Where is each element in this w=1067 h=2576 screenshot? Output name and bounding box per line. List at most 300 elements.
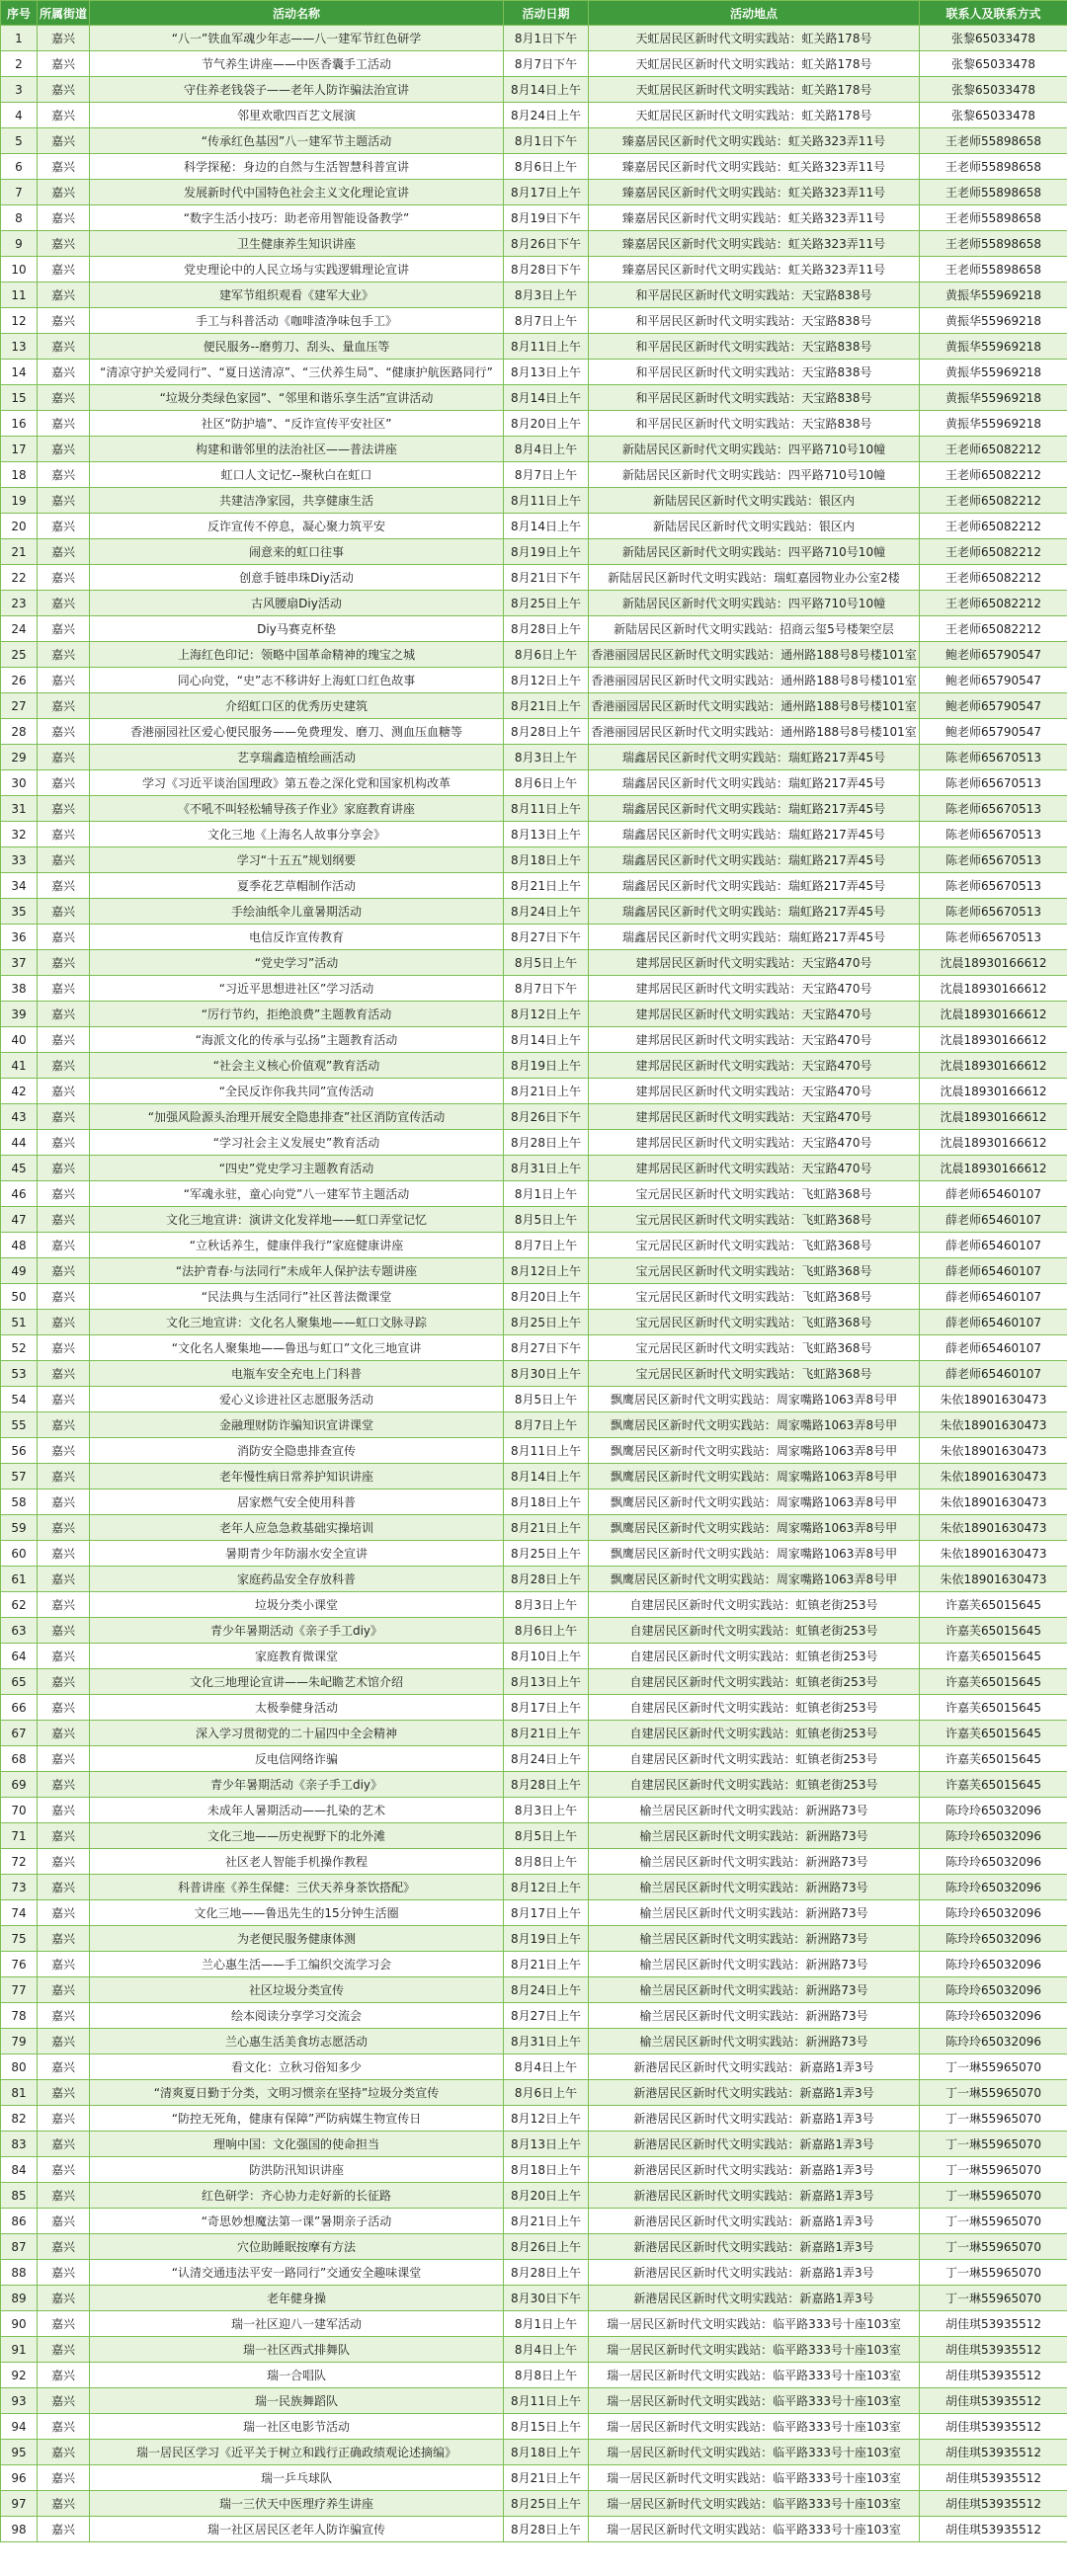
cell-contact: 胡佳琪53935512 xyxy=(920,2440,1067,2465)
cell-index: 33 xyxy=(1,847,38,873)
cell-contact: 王老师65082212 xyxy=(920,591,1067,616)
table-row xyxy=(1,2234,1067,2260)
cell-index: 31 xyxy=(1,796,38,822)
cell-activity-name: 发展新时代中国特色社会主义文化理论宣讲 xyxy=(90,180,504,205)
cell-activity-date: 8月12日上午 xyxy=(504,1258,589,1284)
cell-activity-location: 天虹居民区新时代文明实践站：虹关路178号 xyxy=(589,51,920,77)
cell-index: 41 xyxy=(1,1053,38,1079)
table-row xyxy=(1,1104,1067,1130)
table-row xyxy=(1,2440,1067,2465)
cell-contact: 黄振华55969218 xyxy=(920,308,1067,334)
cell-street: 嘉兴 xyxy=(38,1387,90,1412)
cell-activity-location: 和平居民区新时代文明实践站：天宝路838号 xyxy=(589,411,920,437)
cell-activity-name: “垃圾分类绿色家园”、“邻里和谐乐享生活”宣讲活动 xyxy=(90,385,504,411)
cell-activity-location: 宝元居民区新时代文明实践站：飞虹路368号 xyxy=(589,1284,920,1310)
cell-activity-name: 便民服务--磨剪刀、刮头、量血压等 xyxy=(90,334,504,360)
cell-activity-date: 8月25日上午 xyxy=(504,591,589,616)
cell-activity-location: 飘鹰居民区新时代文明实践站：周家嘴路1063弄8号甲 xyxy=(589,1412,920,1438)
cell-activity-name: “传承红色基因”八一建军节主题活动 xyxy=(90,128,504,154)
cell-activity-name: 香港丽园社区爱心便民服务——免费理发、磨刀、测血压血糖等 xyxy=(90,719,504,745)
cell-activity-date: 8月21日上午 xyxy=(504,873,589,899)
cell-activity-name: 瑞一社区西式排舞队 xyxy=(90,2337,504,2363)
table-row xyxy=(1,1258,1067,1284)
cell-street: 嘉兴 xyxy=(38,796,90,822)
cell-activity-location: 和平居民区新时代文明实践站：天宝路838号 xyxy=(589,282,920,308)
cell-activity-date: 8月21日下午 xyxy=(504,565,589,591)
cell-index: 74 xyxy=(1,1900,38,1926)
cell-street: 嘉兴 xyxy=(38,1079,90,1104)
cell-activity-date: 8月7日上午 xyxy=(504,1233,589,1258)
cell-activity-location: 香港丽园居民区新时代文明实践站：通州路188号8号楼101室 xyxy=(589,668,920,693)
table-row xyxy=(1,1669,1067,1695)
cell-activity-date: 8月7日上午 xyxy=(504,308,589,334)
cell-contact: 沈晨18930166612 xyxy=(920,950,1067,976)
cell-contact: 陈老师65670513 xyxy=(920,847,1067,873)
table-row xyxy=(1,899,1067,925)
table-row xyxy=(1,462,1067,488)
cell-activity-date: 8月18日上午 xyxy=(504,2440,589,2465)
table-row xyxy=(1,1335,1067,1361)
cell-activity-location: 臻嘉居民区新时代文明实践站：虹关路323弄11号 xyxy=(589,180,920,205)
cell-street: 嘉兴 xyxy=(38,1361,90,1387)
cell-street: 嘉兴 xyxy=(38,360,90,385)
cell-activity-name: “八一”铁血军魂少年志——八一建军节红色研学 xyxy=(90,26,504,51)
cell-activity-location: 臻嘉居民区新时代文明实践站：虹关路323弄11号 xyxy=(589,257,920,282)
cell-contact: 胡佳琪53935512 xyxy=(920,2337,1067,2363)
table-row xyxy=(1,1079,1067,1104)
cell-street: 嘉兴 xyxy=(38,950,90,976)
cell-activity-location: 新陆居民区新时代文明实践站：四平路710号10幢 xyxy=(589,539,920,565)
cell-activity-date: 8月4日上午 xyxy=(504,2337,589,2363)
cell-contact: 胡佳琪53935512 xyxy=(920,2465,1067,2491)
cell-index: 79 xyxy=(1,2029,38,2054)
cell-activity-name: 老年健身操 xyxy=(90,2286,504,2311)
cell-index: 59 xyxy=(1,1515,38,1541)
cell-index: 60 xyxy=(1,1541,38,1567)
cell-activity-date: 8月12日上午 xyxy=(504,2106,589,2132)
cell-street: 嘉兴 xyxy=(38,539,90,565)
cell-activity-location: 建邦居民区新时代文明实践站：天宝路470号 xyxy=(589,1130,920,1156)
cell-index: 25 xyxy=(1,642,38,668)
cell-activity-name: 文化三地——鲁迅先生的15分钟生活圈 xyxy=(90,1900,504,1926)
cell-street: 嘉兴 xyxy=(38,2003,90,2029)
cell-activity-date: 8月28日下午 xyxy=(504,257,589,282)
cell-activity-location: 榆兰居民区新时代文明实践站：新洲路73号 xyxy=(589,1798,920,1823)
cell-activity-name: 太极拳健身活动 xyxy=(90,1695,504,1721)
cell-activity-date: 8月19日上午 xyxy=(504,539,589,565)
cell-activity-name: 老年慢性病日常养护知识讲座 xyxy=(90,1464,504,1489)
cell-activity-name: 瑞一三伏天中医理疗养生讲座 xyxy=(90,2491,504,2517)
cell-index: 91 xyxy=(1,2337,38,2363)
cell-activity-name: “防控无死角，健康有保障”严防病媒生物宣传日 xyxy=(90,2106,504,2132)
cell-index: 77 xyxy=(1,1977,38,2003)
header-activity-date: 活动日期 xyxy=(504,1,589,26)
cell-activity-name: 文化三地宣讲：文化名人聚集地——虹口文脉寻踪 xyxy=(90,1310,504,1335)
cell-contact: 陈玲玲65032096 xyxy=(920,1823,1067,1849)
cell-street: 嘉兴 xyxy=(38,154,90,180)
cell-index: 71 xyxy=(1,1823,38,1849)
table-row xyxy=(1,1977,1067,2003)
cell-activity-date: 8月27日下午 xyxy=(504,1335,589,1361)
cell-activity-location: 新港居民区新时代文明实践站：新嘉路1弄3号 xyxy=(589,2286,920,2311)
cell-index: 51 xyxy=(1,1310,38,1335)
cell-activity-date: 8月12日上午 xyxy=(504,1875,589,1900)
cell-street: 嘉兴 xyxy=(38,642,90,668)
cell-activity-location: 瑞鑫居民区新时代文明实践站：瑞虹路217弄45号 xyxy=(589,770,920,796)
cell-activity-location: 飘鹰居民区新时代文明实践站：周家嘴路1063弄8号甲 xyxy=(589,1387,920,1412)
cell-activity-date: 8月28日上午 xyxy=(504,1772,589,1798)
cell-street: 嘉兴 xyxy=(38,1823,90,1849)
cell-activity-name: “文化名人聚集地——鲁迅与虹口”文化三地宣讲 xyxy=(90,1335,504,1361)
cell-activity-name: 兰心惠生活美食坊志愿活动 xyxy=(90,2029,504,2054)
cell-activity-date: 8月7日下午 xyxy=(504,51,589,77)
cell-activity-name: “立秋话养生，健康伴我行”家庭健康讲座 xyxy=(90,1233,504,1258)
cell-street: 嘉兴 xyxy=(38,2054,90,2080)
cell-index: 2 xyxy=(1,51,38,77)
cell-contact: 薛老师65460107 xyxy=(920,1310,1067,1335)
cell-street: 嘉兴 xyxy=(38,2234,90,2260)
cell-index: 90 xyxy=(1,2311,38,2337)
cell-activity-name: 节气养生讲座——中医香囊手工活动 xyxy=(90,51,504,77)
cell-activity-location: 新港居民区新时代文明实践站：新嘉路1弄3号 xyxy=(589,2106,920,2132)
cell-street: 嘉兴 xyxy=(38,2132,90,2157)
cell-contact: 张黎65033478 xyxy=(920,51,1067,77)
cell-activity-date: 8月3日上午 xyxy=(504,745,589,770)
cell-activity-location: 新陆居民区新时代文明实践站：四平路710号10幢 xyxy=(589,591,920,616)
cell-activity-name: “厉行节约，拒绝浪费”主题教育活动 xyxy=(90,1002,504,1027)
cell-contact: 朱依18901630473 xyxy=(920,1412,1067,1438)
cell-contact: 丁一琳55965070 xyxy=(920,2106,1067,2132)
cell-street: 嘉兴 xyxy=(38,1181,90,1207)
cell-activity-name: 青少年暑期活动《亲子手工diy》 xyxy=(90,1618,504,1644)
cell-index: 47 xyxy=(1,1207,38,1233)
cell-activity-name: 红色研学：齐心协力走好新的长征路 xyxy=(90,2183,504,2209)
cell-activity-location: 瑞一居民区新时代文明实践站：临平路333号十座103室 xyxy=(589,2388,920,2414)
cell-street: 嘉兴 xyxy=(38,1335,90,1361)
cell-contact: 陈玲玲65032096 xyxy=(920,2029,1067,2054)
cell-activity-location: 香港丽园居民区新时代文明实践站：通州路188号8号楼101室 xyxy=(589,642,920,668)
cell-activity-date: 8月31日上午 xyxy=(504,1156,589,1181)
cell-contact: 许嘉芙65015645 xyxy=(920,1746,1067,1772)
cell-activity-location: 飘鹰居民区新时代文明实践站：周家嘴路1063弄8号甲 xyxy=(589,1567,920,1592)
cell-activity-date: 8月3日上午 xyxy=(504,1592,589,1618)
cell-activity-name: 文化三地——历史视野下的北外滩 xyxy=(90,1823,504,1849)
table-row xyxy=(1,180,1067,205)
cell-index: 97 xyxy=(1,2491,38,2517)
cell-contact: 胡佳琪53935512 xyxy=(920,2517,1067,2542)
cell-contact: 许嘉芙65015645 xyxy=(920,1669,1067,1695)
cell-contact: 陈玲玲65032096 xyxy=(920,1849,1067,1875)
cell-activity-name: 科普讲座《养生保健：三伏天养身茶饮搭配》 xyxy=(90,1875,504,1900)
table-row xyxy=(1,360,1067,385)
cell-street: 嘉兴 xyxy=(38,2157,90,2183)
cell-street: 嘉兴 xyxy=(38,2183,90,2209)
cell-activity-name: 文化三地宣讲：演讲文化发祥地——虹口弄堂记忆 xyxy=(90,1207,504,1233)
cell-index: 67 xyxy=(1,1721,38,1746)
cell-activity-name: 反电信网络诈骗 xyxy=(90,1746,504,1772)
table-row xyxy=(1,1156,1067,1181)
cell-activity-name: 文化三地理论宣讲——朱屺瞻艺术馆介绍 xyxy=(90,1669,504,1695)
cell-street: 嘉兴 xyxy=(38,1104,90,1130)
table-row xyxy=(1,1721,1067,1746)
table-row xyxy=(1,2209,1067,2234)
cell-activity-location: 新陆居民区新时代文明实践站：招商云玺5号楼架空层 xyxy=(589,616,920,642)
cell-street: 嘉兴 xyxy=(38,308,90,334)
cell-contact: 薛老师65460107 xyxy=(920,1181,1067,1207)
cell-street: 嘉兴 xyxy=(38,1618,90,1644)
cell-contact: 薛老师65460107 xyxy=(920,1258,1067,1284)
cell-contact: 陈老师65670513 xyxy=(920,899,1067,925)
cell-activity-name: “加强风险源头治理开展安全隐患排查”社区消防宣传活动 xyxy=(90,1104,504,1130)
cell-activity-date: 8月24日上午 xyxy=(504,1746,589,1772)
cell-activity-date: 8月8日上午 xyxy=(504,2363,589,2388)
cell-activity-date: 8月6日上午 xyxy=(504,770,589,796)
cell-activity-location: 瑞鑫居民区新时代文明实践站：瑞虹路217弄45号 xyxy=(589,822,920,847)
table-row xyxy=(1,2363,1067,2388)
cell-activity-date: 8月13日上午 xyxy=(504,822,589,847)
cell-activity-name: 瑞一社区电影节活动 xyxy=(90,2414,504,2440)
cell-activity-date: 8月30日下午 xyxy=(504,2286,589,2311)
cell-activity-date: 8月28日上午 xyxy=(504,1130,589,1156)
cell-activity-date: 8月15日上午 xyxy=(504,2414,589,2440)
cell-index: 68 xyxy=(1,1746,38,1772)
cell-contact: 丁一琳55965070 xyxy=(920,2080,1067,2106)
cell-street: 嘉兴 xyxy=(38,2106,90,2132)
cell-activity-date: 8月4日上午 xyxy=(504,437,589,462)
table-row xyxy=(1,488,1067,514)
cell-street: 嘉兴 xyxy=(38,462,90,488)
cell-activity-date: 8月28日上午 xyxy=(504,1567,589,1592)
cell-index: 20 xyxy=(1,514,38,539)
cell-activity-date: 8月14日上午 xyxy=(504,514,589,539)
cell-street: 嘉兴 xyxy=(38,1310,90,1335)
table-row xyxy=(1,231,1067,257)
cell-activity-name: 社区“防护墙”、“反诈宣传平安社区” xyxy=(90,411,504,437)
cell-activity-location: 臻嘉居民区新时代文明实践站：虹关路323弄11号 xyxy=(589,128,920,154)
header-contact: 联系人及联系方式 xyxy=(920,1,1067,26)
cell-street: 嘉兴 xyxy=(38,437,90,462)
cell-index: 3 xyxy=(1,77,38,103)
cell-contact: 胡佳琪53935512 xyxy=(920,2311,1067,2337)
cell-contact: 王老师55898658 xyxy=(920,180,1067,205)
cell-index: 80 xyxy=(1,2054,38,2080)
table-row xyxy=(1,976,1067,1002)
table-row xyxy=(1,642,1067,668)
cell-street: 嘉兴 xyxy=(38,1952,90,1977)
table-row xyxy=(1,1412,1067,1438)
cell-activity-name: “党史学习”活动 xyxy=(90,950,504,976)
cell-activity-name: 家庭药品安全存放科普 xyxy=(90,1567,504,1592)
cell-street: 嘉兴 xyxy=(38,899,90,925)
cell-contact: 王老师55898658 xyxy=(920,154,1067,180)
cell-street: 嘉兴 xyxy=(38,2440,90,2465)
table-row xyxy=(1,205,1067,231)
cell-activity-date: 8月20日上午 xyxy=(504,2183,589,2209)
cell-contact: 陈玲玲65032096 xyxy=(920,1900,1067,1926)
table-row xyxy=(1,847,1067,873)
cell-index: 65 xyxy=(1,1669,38,1695)
cell-activity-name: 构建和谐邻里的法治社区——普法讲座 xyxy=(90,437,504,462)
cell-index: 66 xyxy=(1,1695,38,1721)
cell-street: 嘉兴 xyxy=(38,1464,90,1489)
cell-contact: 王老师65082212 xyxy=(920,462,1067,488)
cell-activity-name: 闹意来的虹口往事 xyxy=(90,539,504,565)
cell-contact: 陈老师65670513 xyxy=(920,770,1067,796)
cell-contact: 朱依18901630473 xyxy=(920,1464,1067,1489)
cell-activity-location: 宝元居民区新时代文明实践站：飞虹路368号 xyxy=(589,1207,920,1233)
cell-index: 30 xyxy=(1,770,38,796)
cell-activity-name: 看文化：立秋习俗知多少 xyxy=(90,2054,504,2080)
cell-street: 嘉兴 xyxy=(38,2388,90,2414)
cell-activity-date: 8月14日上午 xyxy=(504,1464,589,1489)
cell-contact: 朱依18901630473 xyxy=(920,1515,1067,1541)
cell-activity-location: 新港居民区新时代文明实践站：新嘉路1弄3号 xyxy=(589,2234,920,2260)
table-row xyxy=(1,1772,1067,1798)
cell-street: 嘉兴 xyxy=(38,1489,90,1515)
cell-contact: 王老师65082212 xyxy=(920,437,1067,462)
cell-contact: 薛老师65460107 xyxy=(920,1284,1067,1310)
cell-activity-location: 瑞鑫居民区新时代文明实践站：瑞虹路217弄45号 xyxy=(589,796,920,822)
cell-activity-name: 《不吼不叫轻松辅导孩子作业》家庭教育讲座 xyxy=(90,796,504,822)
cell-activity-name: 电瓶车安全充电上门科普 xyxy=(90,1361,504,1387)
cell-street: 嘉兴 xyxy=(38,1156,90,1181)
cell-activity-name: “法护青春·与法同行”未成年人保护法专题讲座 xyxy=(90,1258,504,1284)
cell-activity-date: 8月21日上午 xyxy=(504,693,589,719)
cell-activity-date: 8月31日上午 xyxy=(504,2029,589,2054)
cell-contact: 黄振华55969218 xyxy=(920,282,1067,308)
cell-activity-date: 8月12日上午 xyxy=(504,1002,589,1027)
table-row xyxy=(1,950,1067,976)
cell-activity-location: 瑞一居民区新时代文明实践站：临平路333号十座103室 xyxy=(589,2491,920,2517)
cell-contact: 许嘉芙65015645 xyxy=(920,1772,1067,1798)
cell-activity-date: 8月6日上午 xyxy=(504,1618,589,1644)
table-row xyxy=(1,796,1067,822)
cell-street: 嘉兴 xyxy=(38,231,90,257)
cell-activity-name: 上海红色印记：领略中国革命精神的瑰宝之城 xyxy=(90,642,504,668)
table-row xyxy=(1,385,1067,411)
cell-activity-name: Diy马赛克杯垫 xyxy=(90,616,504,642)
cell-activity-location: 飘鹰居民区新时代文明实践站：周家嘴路1063弄8号甲 xyxy=(589,1438,920,1464)
cell-street: 嘉兴 xyxy=(38,180,90,205)
cell-activity-name: 学习《习近平谈治国理政》第五卷之深化党和国家机构改革 xyxy=(90,770,504,796)
table-row xyxy=(1,1130,1067,1156)
cell-activity-name: “奇思妙想魔法第一课”暑期亲子活动 xyxy=(90,2209,504,2234)
cell-index: 13 xyxy=(1,334,38,360)
cell-activity-location: 新港居民区新时代文明实践站：新嘉路1弄3号 xyxy=(589,2132,920,2157)
cell-index: 88 xyxy=(1,2260,38,2286)
header-index: 序号 xyxy=(1,1,38,26)
cell-street: 嘉兴 xyxy=(38,976,90,1002)
table-row xyxy=(1,2106,1067,2132)
cell-activity-date: 8月24日上午 xyxy=(504,899,589,925)
cell-activity-location: 宝元居民区新时代文明实践站：飞虹路368号 xyxy=(589,1233,920,1258)
cell-index: 9 xyxy=(1,231,38,257)
cell-activity-location: 新陆居民区新时代文明实践站：银区内 xyxy=(589,488,920,514)
cell-activity-name: 深入学习贯彻党的二十届四中全会精神 xyxy=(90,1721,504,1746)
cell-index: 21 xyxy=(1,539,38,565)
cell-index: 24 xyxy=(1,616,38,642)
cell-street: 嘉兴 xyxy=(38,77,90,103)
table-row xyxy=(1,1438,1067,1464)
cell-street: 嘉兴 xyxy=(38,1875,90,1900)
cell-activity-name: 老年人应急急救基础实操培训 xyxy=(90,1515,504,1541)
cell-activity-date: 8月5日上午 xyxy=(504,1823,589,1849)
cell-activity-name: 夏季花艺草帽制作活动 xyxy=(90,873,504,899)
cell-activity-date: 8月28日上午 xyxy=(504,2517,589,2542)
cell-contact: 丁一琳55965070 xyxy=(920,2209,1067,2234)
cell-activity-date: 8月1日上午 xyxy=(504,1181,589,1207)
cell-contact: 丁一琳55965070 xyxy=(920,2132,1067,2157)
cell-index: 61 xyxy=(1,1567,38,1592)
cell-street: 嘉兴 xyxy=(38,205,90,231)
cell-activity-date: 8月17日上午 xyxy=(504,1900,589,1926)
cell-index: 96 xyxy=(1,2465,38,2491)
table-row xyxy=(1,770,1067,796)
cell-activity-date: 8月6日上午 xyxy=(504,154,589,180)
cell-index: 62 xyxy=(1,1592,38,1618)
cell-contact: 沈晨18930166612 xyxy=(920,976,1067,1002)
cell-street: 嘉兴 xyxy=(38,514,90,539)
cell-contact: 薛老师65460107 xyxy=(920,1361,1067,1387)
cell-activity-location: 宝元居民区新时代文明实践站：飞虹路368号 xyxy=(589,1310,920,1335)
cell-activity-location: 榆兰居民区新时代文明实践站：新洲路73号 xyxy=(589,2003,920,2029)
cell-activity-date: 8月21日上午 xyxy=(504,2465,589,2491)
cell-index: 37 xyxy=(1,950,38,976)
cell-activity-date: 8月1日下午 xyxy=(504,128,589,154)
cell-street: 嘉兴 xyxy=(38,2491,90,2517)
cell-activity-name: “学习社会主义发展史”教育活动 xyxy=(90,1130,504,1156)
cell-activity-date: 8月11日上午 xyxy=(504,488,589,514)
cell-index: 81 xyxy=(1,2080,38,2106)
table-row xyxy=(1,514,1067,539)
cell-activity-name: 瑞一合唱队 xyxy=(90,2363,504,2388)
cell-index: 15 xyxy=(1,385,38,411)
table-row xyxy=(1,2337,1067,2363)
cell-street: 嘉兴 xyxy=(38,488,90,514)
cell-index: 7 xyxy=(1,180,38,205)
cell-activity-location: 自建居民区新时代文明实践站：虹镇老街253号 xyxy=(589,1721,920,1746)
cell-street: 嘉兴 xyxy=(38,1926,90,1952)
cell-index: 63 xyxy=(1,1618,38,1644)
cell-activity-name: 瑞一社区居民区老年人防诈骗宣传 xyxy=(90,2517,504,2542)
table-row xyxy=(1,2414,1067,2440)
cell-activity-location: 自建居民区新时代文明实践站：虹镇老街253号 xyxy=(589,1618,920,1644)
cell-activity-location: 新陆居民区新时代文明实践站：瑞虹嘉园物业办公室2楼 xyxy=(589,565,920,591)
cell-activity-date: 8月21日上午 xyxy=(504,1721,589,1746)
cell-activity-name: 消防安全隐患排查宣传 xyxy=(90,1438,504,1464)
cell-contact: 胡佳琪53935512 xyxy=(920,2388,1067,2414)
cell-index: 85 xyxy=(1,2183,38,2209)
cell-activity-name: 邻里欢歌四百艺文展演 xyxy=(90,103,504,128)
cell-contact: 陈老师65670513 xyxy=(920,796,1067,822)
cell-activity-name: 反诈宣传不停息，凝心聚力筑平安 xyxy=(90,514,504,539)
table-row xyxy=(1,1798,1067,1823)
cell-activity-date: 8月12日上午 xyxy=(504,668,589,693)
cell-activity-date: 8月1日上午 xyxy=(504,2311,589,2337)
table-row xyxy=(1,2517,1067,2542)
cell-contact: 丁一琳55965070 xyxy=(920,2234,1067,2260)
cell-activity-location: 天虹居民区新时代文明实践站：虹关路178号 xyxy=(589,26,920,51)
cell-street: 嘉兴 xyxy=(38,1515,90,1541)
cell-activity-name: 守住养老钱袋子——老年人防诈骗法治宣讲 xyxy=(90,77,504,103)
cell-contact: 黄振华55969218 xyxy=(920,334,1067,360)
cell-index: 1 xyxy=(1,26,38,51)
cell-activity-name: 社区垃圾分类宣传 xyxy=(90,1977,504,2003)
table-row xyxy=(1,1207,1067,1233)
cell-street: 嘉兴 xyxy=(38,2363,90,2388)
cell-activity-date: 8月24日上午 xyxy=(504,1977,589,2003)
cell-street: 嘉兴 xyxy=(38,873,90,899)
